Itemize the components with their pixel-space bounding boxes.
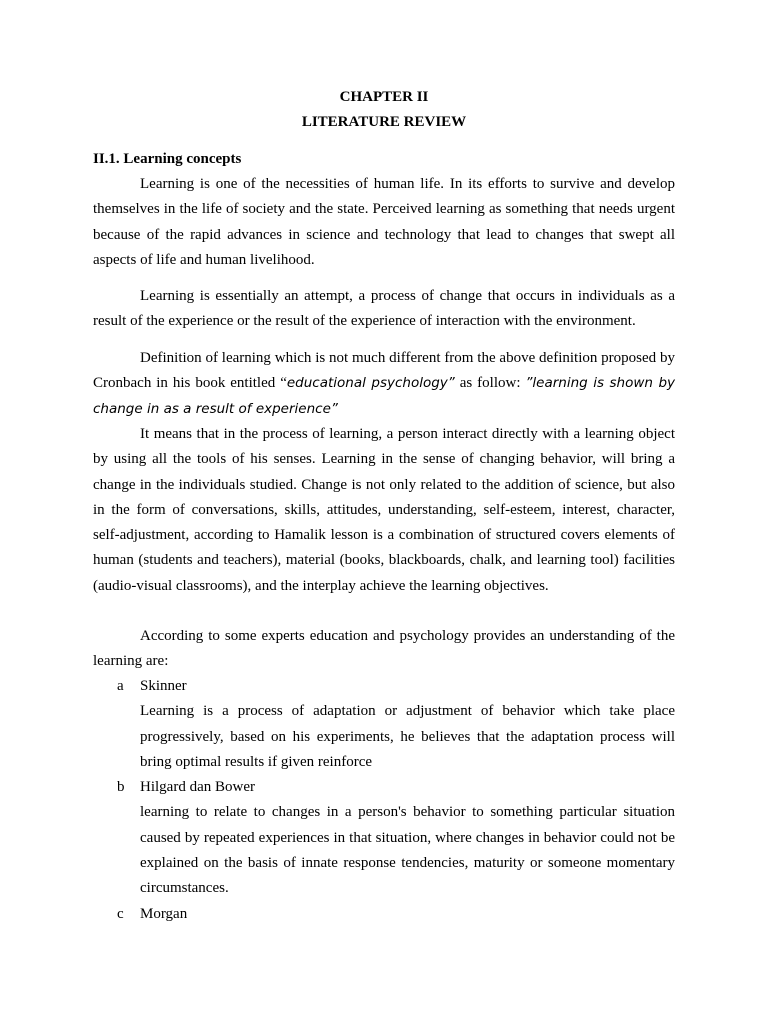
paragraph-1: Learning is one of the necessities of human life. In its efforts to survive and develop themselves in the life of society and the state. Perceived learning as something that needs urgent because of the rapid advances in science and technology that lead to changes that swept all aspects of life and human livelihood.: [93, 176, 675, 268]
expert-description: Learning is a process of adaptation or adjustment of behavior which take place progressively, based on his experiments, he believes that the adaptation process will bring optimal results if given reinforce: [140, 703, 675, 770]
list-marker: a: [117, 678, 124, 694]
list-marker: b: [117, 779, 125, 796]
section-title: II.1. Learning concepts: [93, 151, 242, 167]
experts-list: [93, 674, 675, 927]
list-item: [93, 902, 675, 927]
paragraph-2: Learning is essentially an attempt, a process of change that occurs in individuals as a result of the experience or the result of the experience of interaction with the environment.: [93, 288, 675, 330]
expert-name: Morgan: [140, 905, 188, 922]
list-marker: c: [117, 905, 124, 922]
cronbach-quote: ”learning is shown by change in as a result of experience”: [93, 375, 675, 417]
book-title: educational psychology”: [286, 375, 455, 392]
list-item: [93, 775, 675, 901]
chapter-number: CHAPTER II: [339, 89, 429, 105]
expert-description: learning to relate to changes in a person's behavior to something particular situation caused by repeated experiences in that situation, where changes in behavior could not be explained on the basis of innate response tendencies, maturity or someone momentary circumstances.: [140, 804, 675, 897]
expert-name: Skinner: [140, 678, 187, 694]
expert-name: Hilgard dan Bower: [140, 779, 255, 796]
paragraph-5: According to some experts education and psychology provides an understanding of the learning are:: [93, 628, 675, 670]
paragraph-3-intro: Definition of learning which is not much different from the above definition proposed by Cronbach in his book entitled “: [93, 350, 675, 392]
paragraph-3: [93, 346, 675, 422]
paragraph-3-middle: as follow:: [454, 375, 526, 392]
paragraph-4: It means that in the process of learning, a person interact directly with a learning object by using all the tools of his senses. Learning in the sense of changing behavior, will bring a change in the individuals studied. Change is not only related to the addition of science, but also in the form of conversations, skills, attitudes, understanding, self-esteem, interest, character, self-adjustment, according to Hamalik lesson is a combination of structured covers elements of human (students and teachers), material (books, blackboards, chalk, and learning tool) facilities (audio-visual classrooms), and the interplay achieve the learning objectives.: [93, 426, 675, 594]
chapter-title: LITERATURE REVIEW: [301, 114, 467, 130]
list-item: [93, 674, 675, 775]
